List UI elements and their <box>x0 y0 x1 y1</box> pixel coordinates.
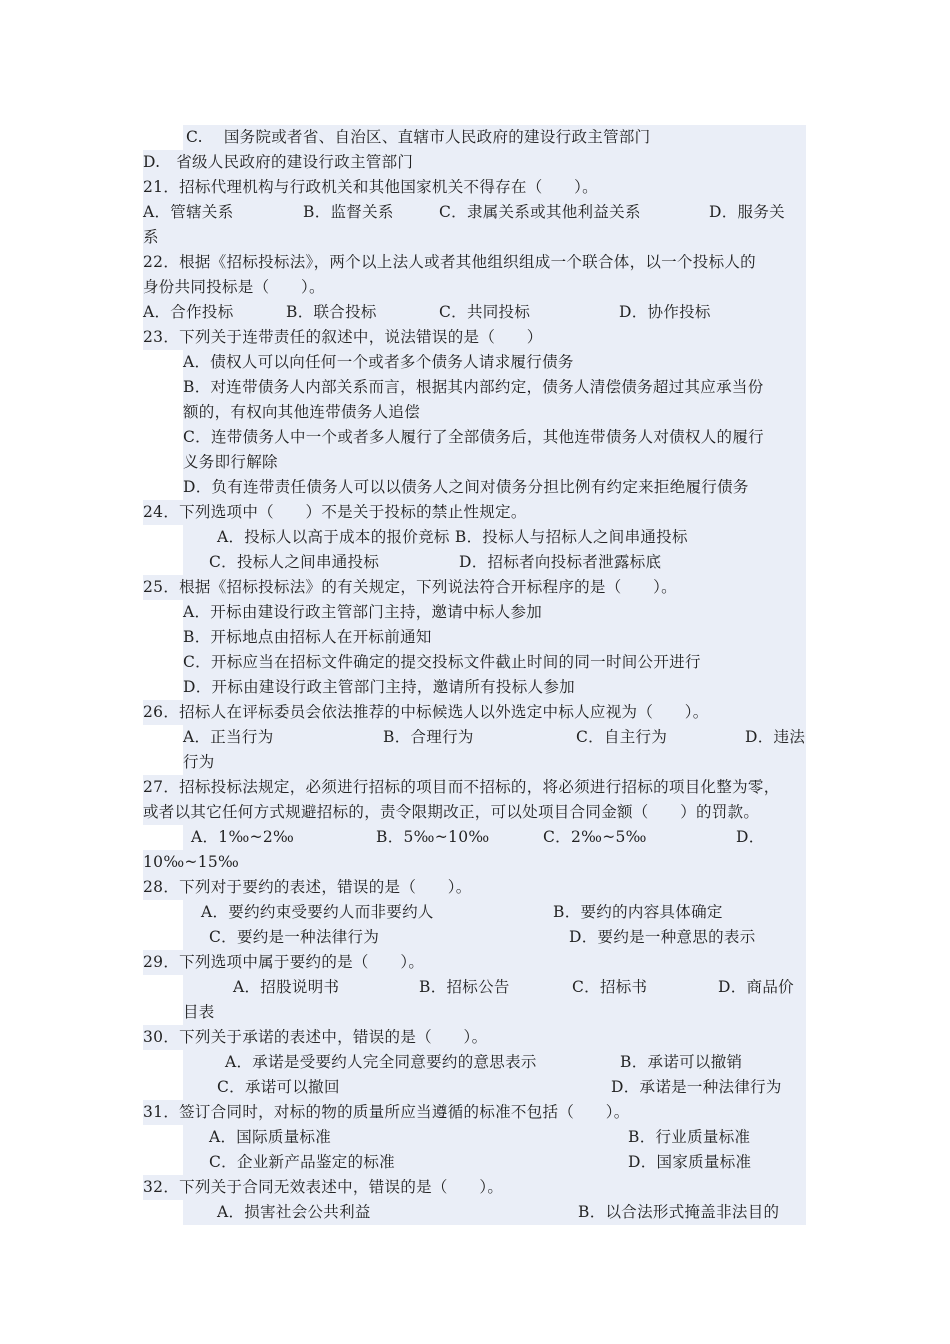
question-line <box>143 1175 806 1200</box>
text-line <box>183 600 806 625</box>
options-line <box>183 1050 806 1075</box>
option-c: C．企业新产品鉴定的标准 <box>209 1153 395 1171</box>
line-text: C. 国务院或者省、自治区、直辖市人民政府的建设行政主管部门 <box>186 128 651 146</box>
option-d: D．招标者向投标者泄露标底 <box>459 553 662 571</box>
options-line <box>183 550 806 575</box>
line-text: 目表 <box>183 1003 215 1021</box>
option-a: A．合作投标 <box>143 303 234 321</box>
line-text: 28．下列对于要约的表述，错误的是（ ）。 <box>143 878 472 896</box>
line-text: 额的，有权向其他连带债务人追偿 <box>183 403 421 421</box>
option-a: A．1‰~2‰ <box>191 828 295 846</box>
text-line <box>143 275 806 300</box>
text-line <box>183 350 806 375</box>
option-d: D．承诺是一种法律行为 <box>611 1078 782 1096</box>
line-text: 30．下列关于承诺的表述中，错误的是（ ）。 <box>143 1028 488 1046</box>
line-text: B．开标地点由招标人在开标前通知 <box>183 628 432 646</box>
option-a: A．管辖关系 <box>143 203 234 221</box>
line-text: 26．招标人在评标委员会依法推荐的中标候选人以外选定中标人应视为（ ）。 <box>143 703 709 721</box>
line-text: C．连带债务人中一个或者多人履行了全部债务后，其他连带债务人对债权人的履行 <box>183 428 764 446</box>
option-c: C．承诺可以撤回 <box>217 1078 340 1096</box>
line-text: 10‰~15‰ <box>143 853 240 871</box>
options-line <box>183 1150 806 1175</box>
text-line <box>183 375 806 400</box>
option-a: A．正当行为 <box>183 728 274 746</box>
text-line <box>183 1000 806 1025</box>
line-text: 29．下列选项中属于要约的是（ ）。 <box>143 953 425 971</box>
option-d: D．商品价 <box>718 978 794 996</box>
options-line <box>183 825 806 850</box>
options-line <box>183 525 806 550</box>
line-text: A．开标由建设行政主管部门主持，邀请中标人参加 <box>183 603 543 621</box>
text-line <box>143 800 806 825</box>
option-b: B．以合法形式掩盖非法目的 <box>578 1203 780 1221</box>
option-c: C．共同投标 <box>439 303 531 321</box>
question-line <box>143 700 806 725</box>
line-text: 22．根据《招标投标法》，两个以上法人或者其他组织组成一个联合体，以一个投标人的 <box>143 253 756 271</box>
option-b: B．合理行为 <box>383 728 474 746</box>
option-c: C．自主行为 <box>576 728 668 746</box>
option-b: B．承诺可以撤销 <box>620 1053 743 1071</box>
line-text: 21．招标代理机构与行政机关和其他国家机关不得存在（ ）。 <box>143 178 598 196</box>
line-text: 23．下列关于连带责任的叙述中，说法错误的是（ ） <box>143 328 543 346</box>
options-line <box>183 900 806 925</box>
question-line <box>143 775 806 800</box>
line-text: 身份共同投标是（ ）。 <box>143 278 325 296</box>
options-line <box>183 1075 806 1100</box>
options-line <box>183 1200 806 1225</box>
option-b: B．5‰~10‰ <box>376 828 490 846</box>
text-line <box>143 850 806 875</box>
option-d: D． <box>736 828 765 846</box>
text-line <box>183 450 806 475</box>
question-line <box>143 950 806 975</box>
options-line <box>143 300 806 325</box>
text-line <box>183 400 806 425</box>
question-line <box>143 575 806 600</box>
line-text: 32．下列关于合同无效表述中，错误的是（ ）。 <box>143 1178 504 1196</box>
option-a: A．要约约束受要约人而非要约人 <box>201 903 434 921</box>
line-text: 31．签订合同时，对标的物的质量所应当遵循的标准不包括（ ）。 <box>143 1103 630 1121</box>
text-line <box>183 650 806 675</box>
question-line <box>143 325 806 350</box>
option-c: C．2‰~5‰ <box>543 828 647 846</box>
option-c: C．招标书 <box>572 978 648 996</box>
question-line <box>143 500 806 525</box>
line-text: 24．下列选项中（ ）不是关于投标的禁止性规定。 <box>143 503 527 521</box>
option-b: B．要约的内容具体确定 <box>553 903 723 921</box>
line-text: B．对连带债务人内部关系而言，根据其内部约定，债务人清偿债务超过其应承当份 <box>183 378 764 396</box>
option-c: C．隶属关系或其他利益关系 <box>439 203 641 221</box>
line-text: 27．招标投标法规定，必须进行招标的项目而不招标的，将必须进行招标的项目化整为零， <box>143 778 780 796</box>
options-line <box>183 725 806 750</box>
option-d: D．服务关 <box>709 203 785 221</box>
text-line <box>183 625 806 650</box>
option-b: B．监督关系 <box>303 203 394 221</box>
options-line <box>183 1125 806 1150</box>
line-text: 系 <box>143 228 159 246</box>
question-line <box>143 1025 806 1050</box>
option-a: A．国际质量标准 <box>209 1128 332 1146</box>
option-c: C．投标人之间串通投标 <box>209 553 380 571</box>
line-text: 义务即行解除 <box>183 453 278 471</box>
option-d: D．违法 <box>745 728 806 746</box>
text-line <box>183 425 806 450</box>
line-text: D．开标由建设行政主管部门主持，邀请所有投标人参加 <box>183 678 575 696</box>
line-text: 25．根据《招标投标法》的有关规定，下列说法符合开标程序的是（ ）。 <box>143 578 677 596</box>
line-text: 或者以其它任何方式规避招标的，责令限期改正，可以处项目合同金额（ ）的罚款。 <box>143 803 760 821</box>
option-b: B．招标公告 <box>419 978 510 996</box>
line-text: A．债权人可以向任何一个或者多个债务人请求履行债务 <box>183 353 574 371</box>
line-text: A．投标人以高于成本的报价竞标 B．投标人与招标人之间串通投标 <box>217 528 688 546</box>
text-line <box>143 225 806 250</box>
text-line <box>183 675 806 700</box>
text-line <box>183 475 806 500</box>
option-b: B．行业质量标准 <box>628 1128 751 1146</box>
line-text: 行为 <box>183 753 215 771</box>
question-line <box>143 175 806 200</box>
text-line <box>183 125 806 150</box>
option-a: A．招股说明书 <box>233 978 340 996</box>
option-a: A．承诺是受要约人完全同意要约的意思表示 <box>225 1053 537 1071</box>
question-line <box>143 250 806 275</box>
options-line <box>143 200 806 225</box>
line-text: D. 省级人民政府的建设行政主管部门 <box>143 153 414 171</box>
text-line <box>143 150 806 175</box>
option-a: A．损害社会公共利益 <box>217 1203 371 1221</box>
option-d: D．国家质量标准 <box>628 1153 752 1171</box>
question-line <box>143 875 806 900</box>
option-d: D．协作投标 <box>619 303 711 321</box>
options-line <box>183 975 806 1000</box>
option-c: C．要约是一种法律行为 <box>209 928 380 946</box>
option-b: B．联合投标 <box>286 303 377 321</box>
question-line <box>143 1100 806 1125</box>
text-line <box>183 750 806 775</box>
option-d: D．要约是一种意思的表示 <box>569 928 756 946</box>
line-text: D．负有连带责任债务人可以以债务人之间对债务分担比例有约定来拒绝履行债务 <box>183 478 749 496</box>
options-line <box>183 925 806 950</box>
line-text: C．开标应当在招标文件确定的提交投标文件截止时间的同一时间公开进行 <box>183 653 701 671</box>
